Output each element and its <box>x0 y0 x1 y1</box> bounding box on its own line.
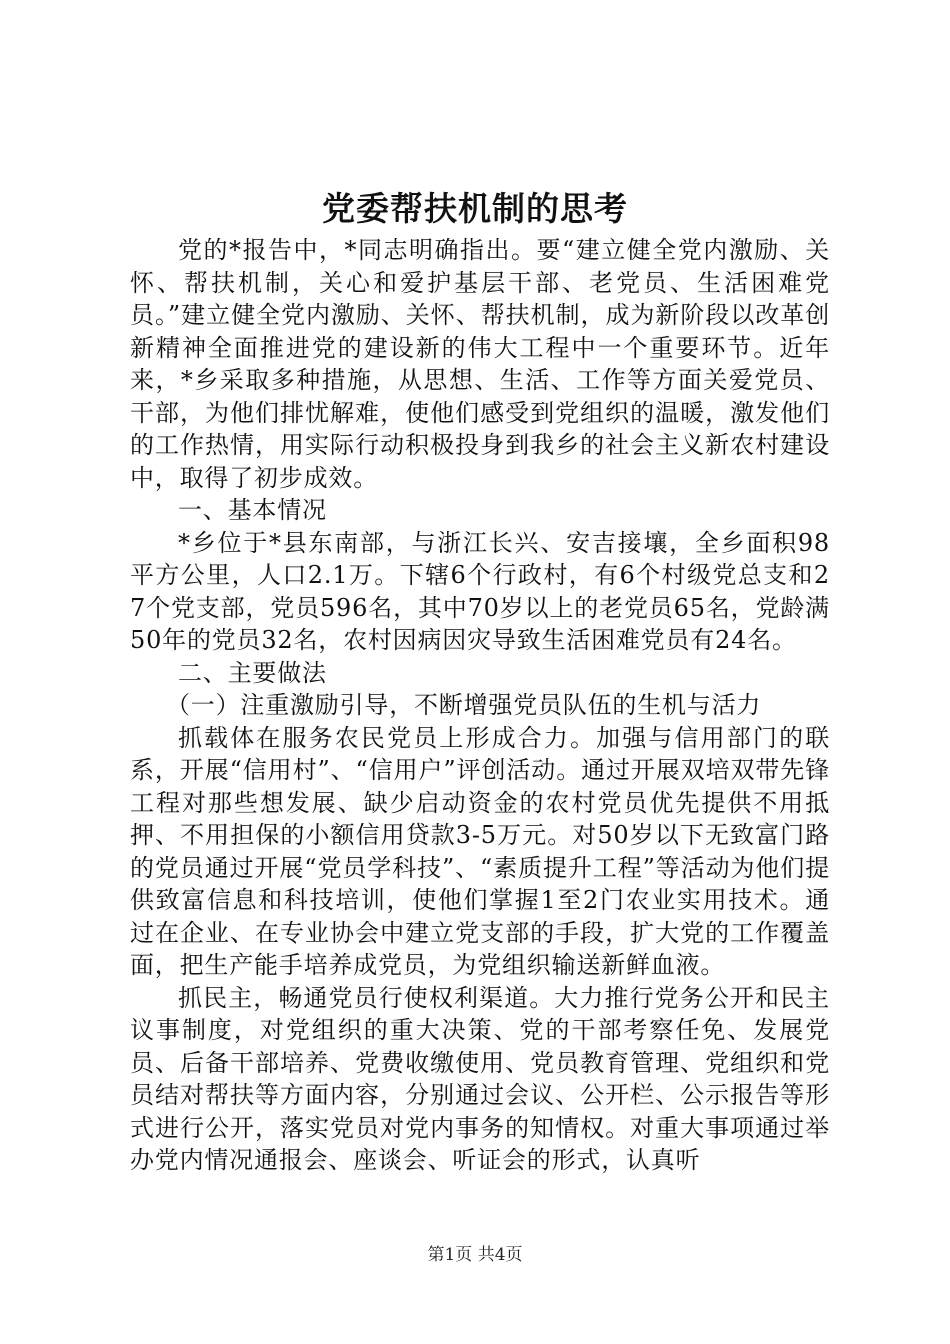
document-title: 党委帮扶机制的思考 <box>322 189 628 228</box>
section-heading-basic-situation: 一、基本情况 <box>178 496 327 524</box>
page-footer: 第1页 共4页 <box>427 1245 523 1265</box>
subsection-heading-incentive: （一）注重激励引导，不断增强党员队伍的生机与活力 <box>166 691 762 719</box>
section-heading-main-practices: 二、主要做法 <box>178 658 327 687</box>
democracy-paragraph: 抓民主，畅通党员行使权利渠道。大力推行党务公开和民主议事制度，对党组织的重大决策、党的干部考察任免、发展党员、后备干部培养、党费收缴使用、党员教育管理、党组织和党员结对帮扶等方面内容，分别通过会议、公开栏、公示报告等形式进行公开，落实党员对党内事务的知情权。对重大事项通过举办党内情况通报会、座谈会、听证会的形式，认真听 <box>130 983 830 1174</box>
document-body <box>130 234 830 1177</box>
basic-situation-paragraph: *乡位于*县东南部，与浙江长兴、安吉接壤，全乡面积98平方公里，人口2.1万。下辖6个行政村，有6个村级党总支和27个党支部，党员596名，其中70岁以上的老党员65名，党龄满50年的党员32名，农村因病因灾导致生活困难党员有24名。 <box>130 528 830 654</box>
intro-paragraph: 党的*报告中，*同志明确指出。要“建立健全党内激励、关怀、帮扶机制，关心和爱护基层干部、老党员、生活困难党员。”建立健全党内激励、关怀、帮扶机制，成为新阶段以改革创新精神全面推进党的建设新的伟大工程中一个重要环节。近年来，*乡采取多种措施，从思想、生活、工作等方面关爱党员、干部，为他们排忧解难，使他们感受到党组织的温暖，激发他们的工作热情，用实际行动积极投身到我乡的社会主义新农村建设中，取得了初步成效。 <box>130 236 830 492</box>
carrier-paragraph: 抓载体在服务农民党员上形成合力。加强与信用部门的联系，开展“信用村”、“信用户”评创活动。通过开展双培双带先锋工程对那些想发展、缺少启动资金的农村党员优先提供不用抵押、不用担保的小额信用贷款3-5万元。对50岁以下无致富门路的党员通过开展“党员学科技”、“素质提升工程”等活动为他们提供致富信息和科技培训，使他们掌握1至2门农业实用技术。通过在企业、在专业协会中建立党支部的手段，扩大党的工作覆盖面，把生产能手培养成党员，为党组织输送新鲜血液。 <box>130 723 830 979</box>
